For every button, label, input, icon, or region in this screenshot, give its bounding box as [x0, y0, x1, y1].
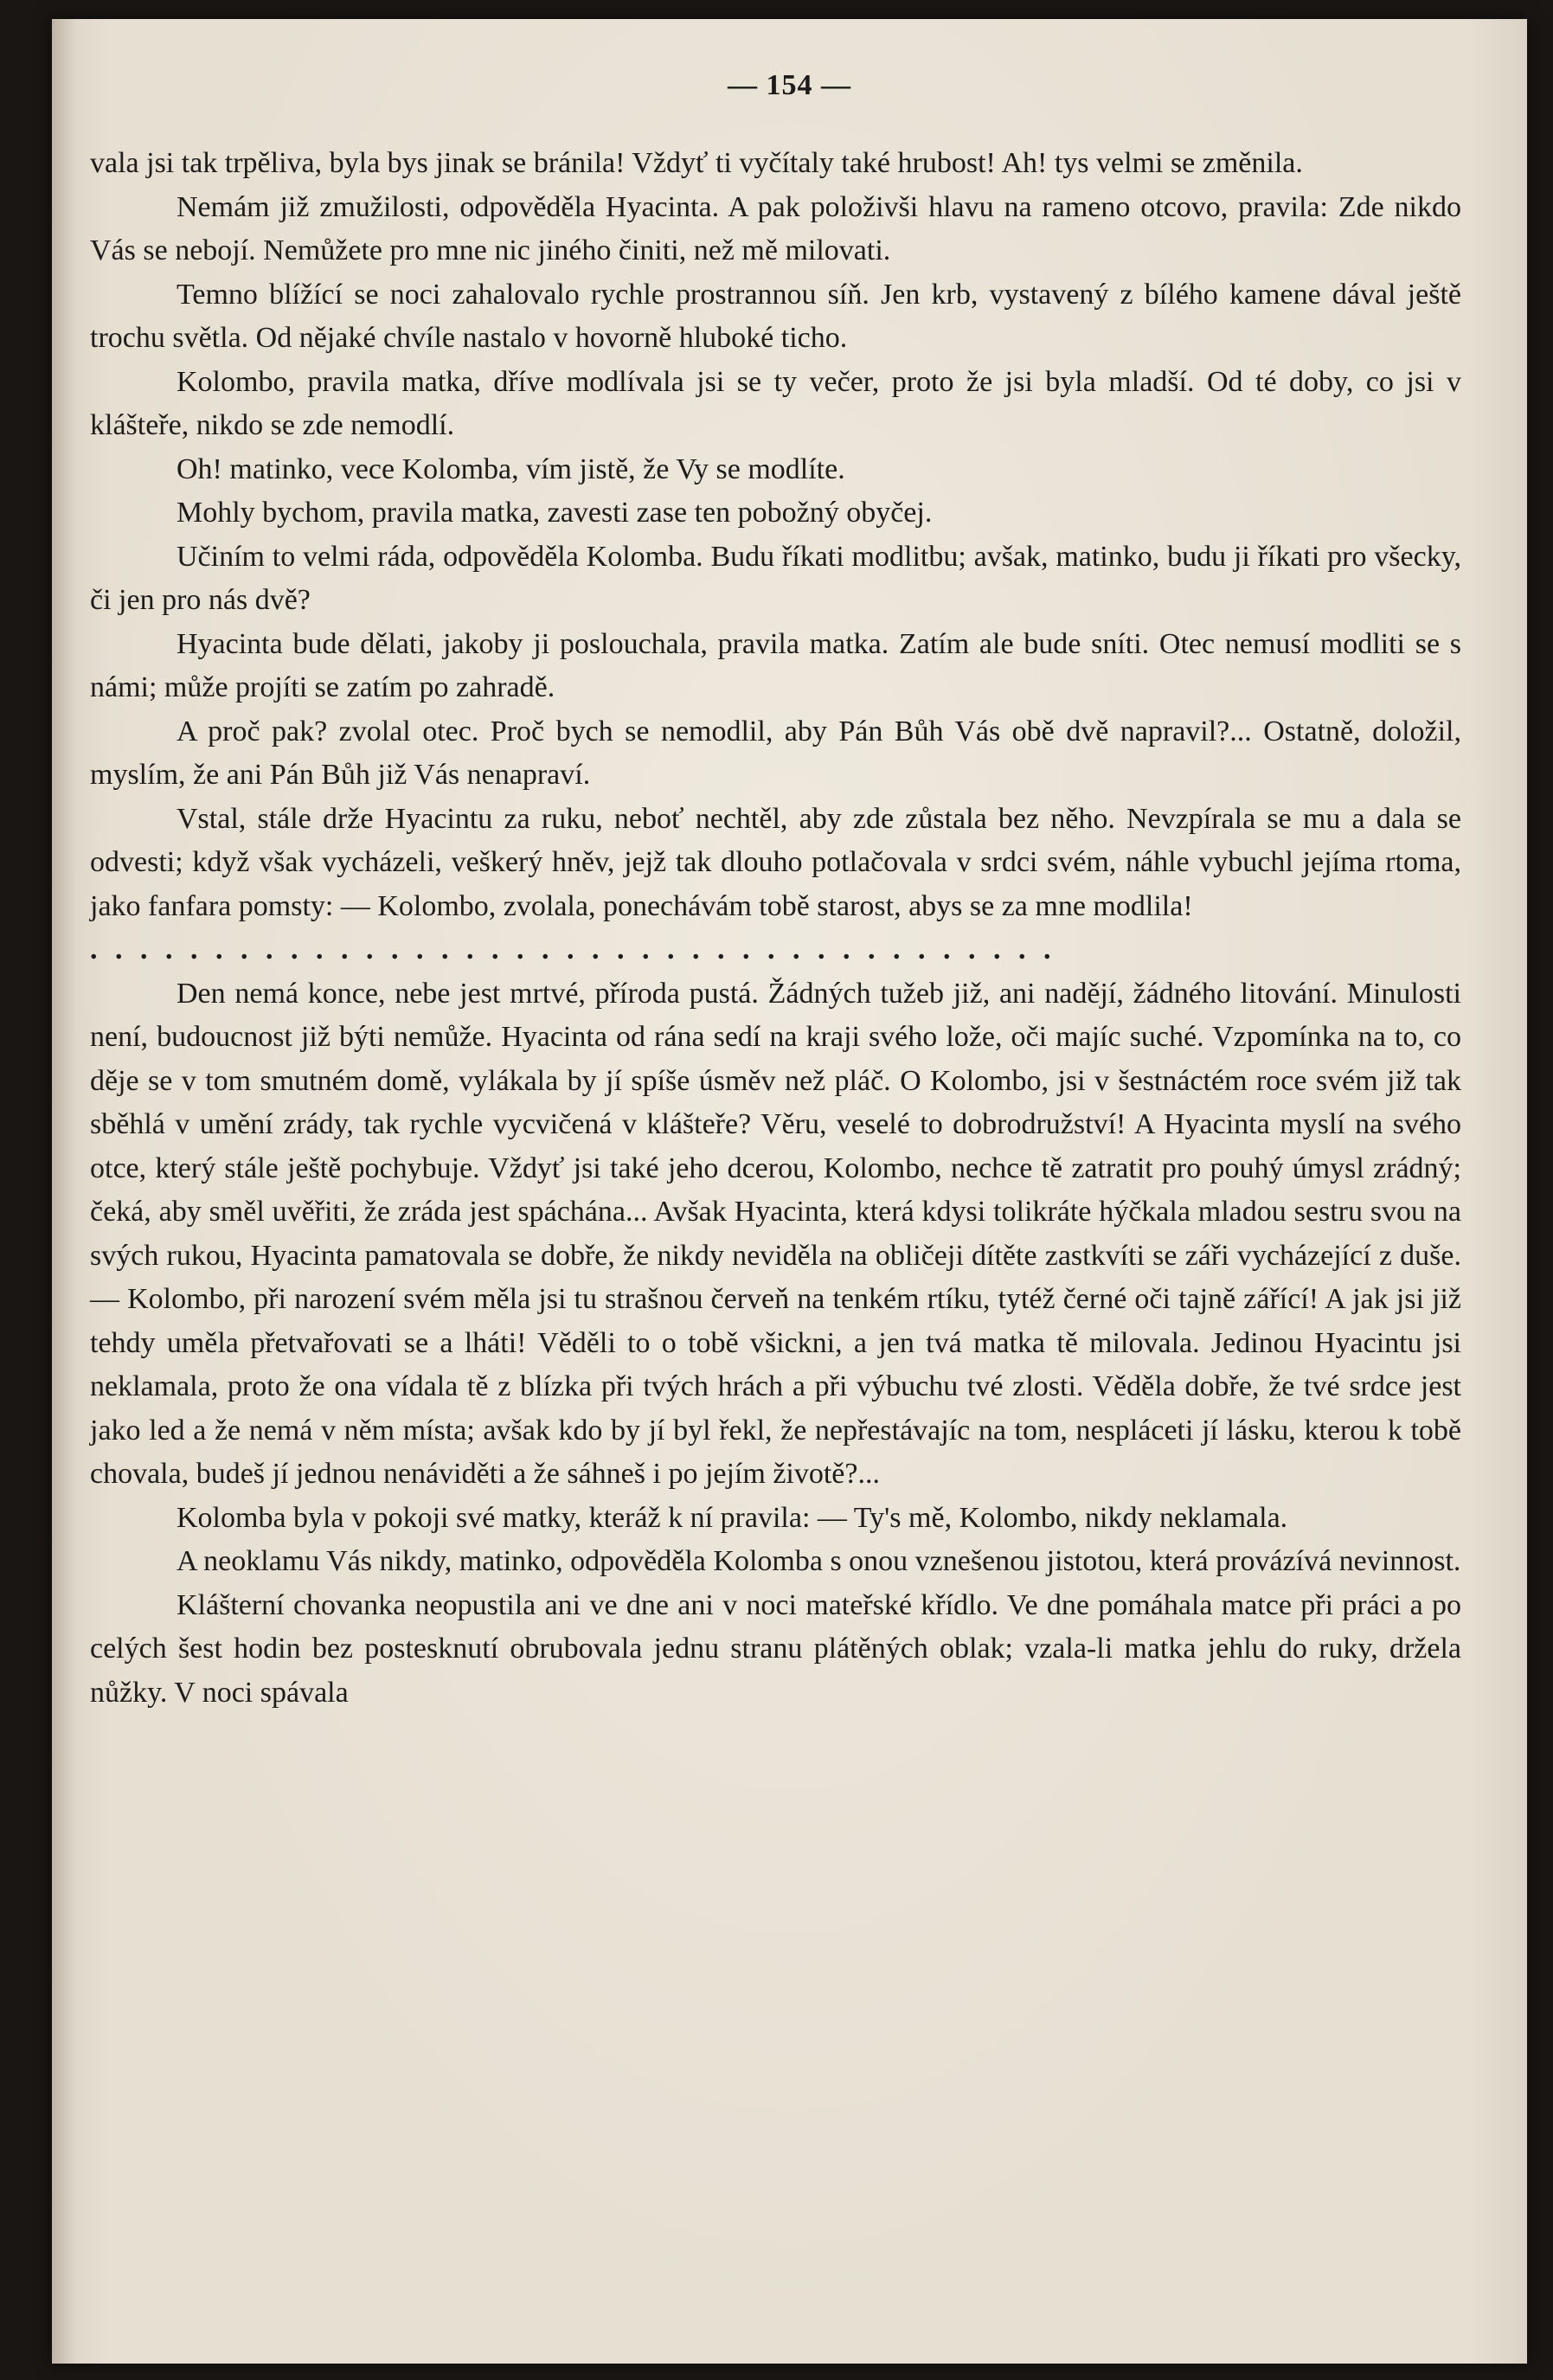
paragraph: Kolombo, pravila matka, dříve modlívala jsi se ty večer, proto že jsi byla mladší. Od té doby, co jsi v klášteře, nikdo se zde nemodlí. [90, 365, 1461, 441]
section-separator: . . . . . . . . . . . . . . . . . . . . . . . . . . . . . . . . . . . . . . . [90, 933, 1056, 965]
paragraph: Hyacinta bude dělati, jakoby ji poslouchala, pravila matka. Zatím ale bude sníti. Otec nemusí modliti se s námi; může projíti se zatím po zahradě. [90, 627, 1461, 703]
paragraph: Vstal, stále drže Hyacintu za ruku, neboť nechtěl, aby zde zůstala bez něho. Nevzpírala se mu a dala se odvesti; když však vycházeli, veškerý hněv, jejž tak dlouho potlačovala v srdci svém, náhle vybuchl jejíma rtoma, jako fanfara pomsty: — Kolombo, zvolala, ponechávám tobě starost, abys se za mne modlila! [90, 802, 1461, 922]
paragraph: Kolomba byla v pokoji své matky, kteráž k ní pravila: — Ty's mě, Kolombo, nikdy neklamala. [176, 1501, 1288, 1534]
paragraph: Nemám již zmužilosti, odpověděla Hyacinta. A pak položivši hlavu na rameno otcovo, pravila: Zde nikdo Vás se nebojí. Nemůžete pro mne nic jiného činiti, než mě milovati. [90, 190, 1461, 266]
page-number: — 154 — [728, 69, 851, 101]
page-edge-shadow [52, 19, 76, 2364]
page-text [90, 142, 1461, 1715]
paragraph: Učiním to velmi ráda, odpověděla Kolomba. Budu říkati modlitbu; avšak, matinko, budu ji říkati pro všecky, či jen pro nás dvě? [90, 540, 1461, 616]
book-page [52, 19, 1527, 2364]
paragraph: Oh! matinko, vece Kolomba, vím jistě, že Vy se modlíte. [176, 452, 845, 485]
paragraph: A proč pak? zvolal otec. Proč bych se nemodlil, aby Pán Bůh Vás obě dvě napravil?... Ostatně, doložil, myslím, že ani Pán Bůh již Vás nenapraví. [90, 715, 1461, 791]
paragraph: Mohly bychom, pravila matka, zavesti zase ten pobožný obyčej. [176, 497, 933, 529]
paragraph: Klášterní chovanka neopustila ani ve dne ani v noci mateřské křídlo. Ve dne pomáhala matce při práci a po celých šest hodin bez postesknutí obrubovala jednu stranu plátěných oblak; vzala-li matka jehlu do ruky, držela nůžky. V noci spávala [90, 1588, 1461, 1709]
paragraph: Temno blížící se noci zahalovalo rychle prostrannou síň. Jen krb, vystavený z bílého kamene dával ještě trochu světla. Od nějaké chvíle nastalo v hovorně hluboké ticho. [90, 278, 1461, 354]
paragraph: vala jsi tak trpěliva, byla bys jinak se bránila! Vždyť ti vyčítaly také hrubost! Ah! tys velmi se změnila. [90, 147, 1303, 179]
paragraph: A neoklamu Vás nikdy, matinko, odpověděla Kolomba s onou vznešenou jistotou, která provázívá nevinnost. [176, 1545, 1461, 1577]
paragraph: Den nemá konce, nebe jest mrtvé, příroda pustá. Žádných tužeb již, ani nadějí, žádného litování. Minulosti není, budoucnost již býti nemůže. Hyacinta od rána sedí na kraji svého lože, oči majíc suché. Vzpomínka na to, co děje se v tom smutném domě, vylákala by jí spíše úsměv než pláč. O Kolombo, jsi v šestnáctém roce svém již tak sběhlá v umění zrády, tak rychle vycvičená v klášteře? Věru, veselé to dobrodružství! A Hyacinta myslí na svého otce, který stále ještě pochybuje. Vždyť jsi také jeho dcerou, Kolombo, nechce tě zatratit pro pouhý úmysl zrádný; čeká, aby směl uvěřiti, že zráda jest spáchána... Avšak Hyacinta, která kdysi tolikráte hýčkala mladou sestru svou na svých rukou, Hyacinta pamatovala se dobře, že nikdy neviděla na obličeji dítěte zastkvíti se záři vycházející z duše. — Kolombo, při narození svém měla jsi tu strašnou červeň na tenkém rtíku, tytéž černé oči tajně zářící! A jak jsi již tehdy uměla přetvařovati se a lháti! Věděli to o tobě všickni, a jen tvá matka tě milovala. Jedinou Hyacintu jsi neklamala, proto že ona vídala tě z blízka při tvých hrách a při výbuchu tvé zlosti. Věděla dobře, že tvé srdce jest jako led a že nemá v něm místa; avšak kdo by jí byl řekl, že nepřestávajíc na tom, nespláceti jí lásku, kterou k tobě chovala, budeš jí jednou nenáviděti a že sáhneš i po jejím životě?... [90, 977, 1461, 1490]
